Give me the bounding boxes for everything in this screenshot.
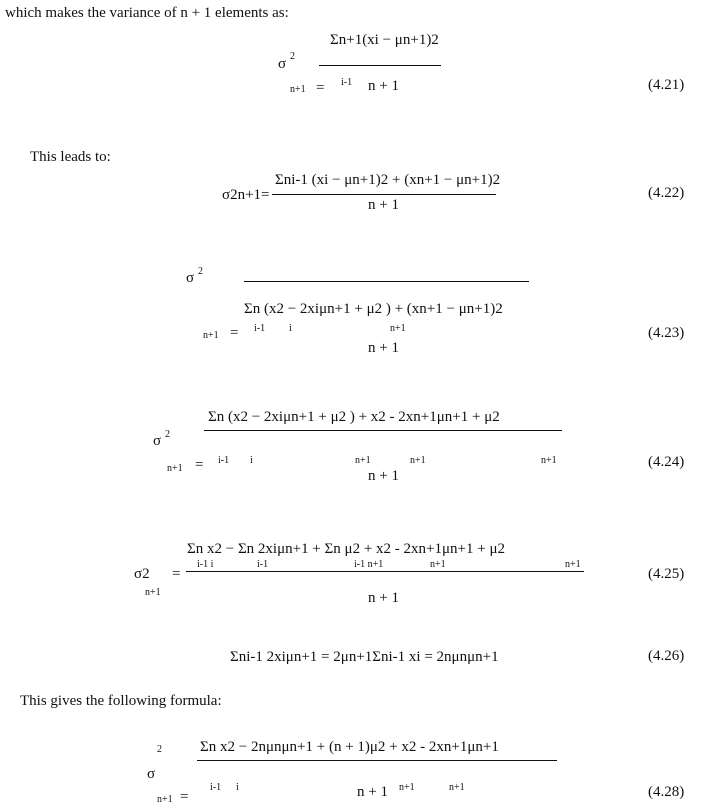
eq421-denominator-sub: i-1 [341,77,353,88]
eq424-lhs-sup: 2 [165,429,170,440]
eq422-denominator: n + 1 [368,197,399,213]
eq424-sub-3: n+1 [355,455,371,466]
eq424-fraction-bar [204,430,562,431]
eq423-equals: = [230,325,239,341]
formula-paragraph [20,694,222,709]
eq421-lhs-sup: 2 [290,51,295,62]
eq422-numerator: Σni-1 (xi − μn+1)2 + (xn+1 − μn+1)2 [275,172,501,188]
eq424-lhs-sigma: σ [153,433,162,449]
eq428-sub-1: i-1 [210,782,222,793]
intro-paragraph [5,6,289,21]
eq424-number: (4.24) [648,454,685,470]
eq425-number: (4.25) [648,566,685,582]
eq428-lhs-sigma: σ [147,766,156,782]
eq424-denominator: n + 1 [368,468,399,484]
leads-to-text: This leads to: [30,149,111,165]
eq426-content: Σni-1 2xiμn+1 = 2μn+1Σni-1 xi = 2nμnμn+1 [230,649,499,665]
eq422-number: (4.22) [648,185,685,201]
eq423-lhs-sup: 2 [198,266,203,277]
eq421-numerator: Σn+1(xi − μn+1)2 [330,32,439,48]
eq428-sub-2: i [236,782,239,793]
eq424-lhs-sub: n+1 [167,463,183,474]
eq422-lhs: σ2n+1 [222,187,262,203]
eq423-number: (4.23) [648,325,685,341]
eq422-equals: = [261,187,270,203]
eq428-lhs-sup: 2 [157,744,162,755]
eq424-sub-5: n+1 [541,455,557,466]
eq428-denom-sub-2: n+1 [449,782,465,793]
eq421-fraction-bar [319,65,441,66]
eq421-number: (4.21) [648,77,685,93]
eq422-fraction-bar [272,194,496,195]
eq425-sub-1: i-1 i [197,559,214,570]
eq424-sub-2: i [250,455,253,466]
eq425-lhs: σ2 [134,566,150,582]
eq424-sub-4: n+1 [410,455,426,466]
eq425-sub-2: i-1 [257,559,269,570]
eq426-number: (4.26) [648,648,685,664]
eq423-sub-3: n+1 [390,323,406,334]
eq423-numerator: Σn (x2 − 2xiμn+1 + μ2 ) + (xn+1 − μn+1)2 [244,301,503,317]
eq423-denominator: n + 1 [368,340,399,356]
eq421-lhs-sub: n+1 [290,84,306,95]
eq423-lhs-sub: n+1 [203,330,219,341]
eq421-denominator: n + 1 [368,78,399,94]
eq428-denom-sub-1: n+1 [399,782,415,793]
eq425-sub-4: n+1 [430,559,446,570]
eq423-sub-2: i [289,323,292,334]
eq421-lhs-sigma: σ [278,56,287,72]
eq428-equals: = [180,789,189,805]
eq423-top-bar [244,281,529,282]
eq425-numerator: Σn x2 − Σn 2xiμn+1 + Σn μ2 + x2 - 2xn+1μn+1 + μ2 [187,541,505,557]
eq425-fraction-bar [186,571,584,572]
intro-text: which makes the variance of n + 1 elements as: [5,5,289,21]
eq428-denominator: n + 1 [357,784,388,800]
eq423-lhs-sigma: σ [186,270,195,286]
eq424-equals: = [195,457,204,473]
eq428-number: (4.28) [648,784,685,800]
eq423-sub-1: i-1 [254,323,266,334]
eq428-numerator: Σn x2 − 2nμnμn+1 + (n + 1)μ2 + x2 - 2xn+1μn+1 [200,739,499,755]
eq425-lhs-sub: n+1 [145,587,161,598]
eq425-sub-3: i-1 n+1 [354,559,384,570]
eq428-lhs-sub: n+1 [157,794,173,805]
formula-text: This gives the following formula: [20,693,222,709]
eq421-equals: = [316,80,325,96]
eq428-fraction-bar [197,760,557,761]
eq424-numerator: Σn (x2 − 2xiμn+1 + μ2 ) + x2 - 2xn+1μn+1 + μ2 [208,409,500,425]
leads-to-paragraph [30,150,111,165]
eq424-sub-1: i-1 [218,455,230,466]
eq425-equals: = [172,566,181,582]
eq425-sub-5: n+1 [565,559,581,570]
eq425-denominator: n + 1 [368,590,399,606]
